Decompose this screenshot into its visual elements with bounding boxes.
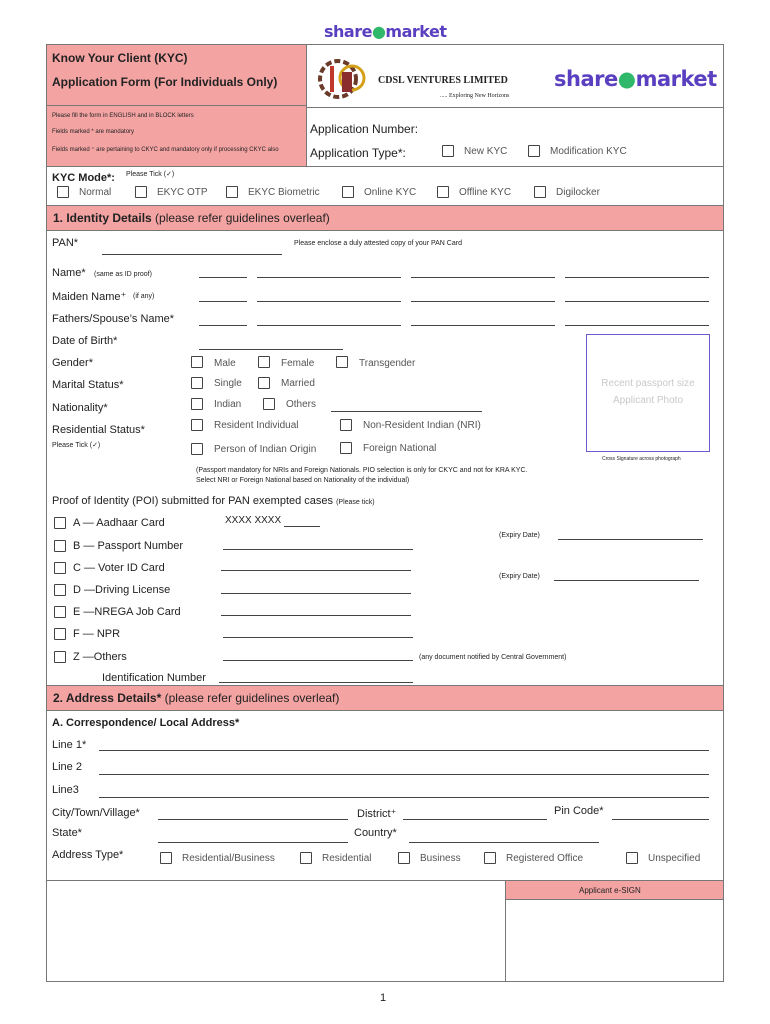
brand-left: share [324, 22, 372, 41]
res-foreign-label: Foreign National [363, 443, 437, 454]
poi-z-checkbox[interactable] [54, 651, 66, 663]
kyc-mode-offline-checkbox[interactable] [437, 186, 449, 198]
res-note-2: Select NRI or Foreign National based on Nationality of the individual) [196, 477, 410, 484]
res-resident-checkbox[interactable] [191, 419, 203, 431]
poi-e-checkbox[interactable] [54, 606, 66, 618]
marital-married-checkbox[interactable] [258, 377, 270, 389]
passport-expiry-label: (Expiry Date) [499, 532, 540, 539]
kyc-mode-online-checkbox[interactable] [342, 186, 354, 198]
aadhaar-prefix: XXXX XXXX [225, 515, 282, 526]
res-nri-checkbox[interactable] [340, 419, 352, 431]
poi-b-checkbox[interactable] [54, 540, 66, 552]
kyc-mode-digilocker-label: Digilocker [556, 187, 600, 198]
nationality-label: Nationality* [52, 402, 108, 414]
city-field[interactable] [158, 819, 348, 820]
kyc-mode-online-label: Online KYC [364, 187, 417, 198]
driving-expiry-field[interactable] [554, 580, 699, 581]
addr-bus-label: Business [420, 853, 461, 864]
res-pio-label: Person of Indian Origin [214, 444, 317, 455]
aadhaar-field[interactable] [284, 526, 320, 527]
country-field[interactable] [409, 842, 599, 843]
brand-right-dot-icon: ● [617, 67, 636, 91]
kyc-mode-ekyc-bio-checkbox[interactable] [226, 186, 238, 198]
addr-reg-label: Registered Office [506, 853, 584, 864]
line3-field[interactable] [99, 797, 709, 798]
kyc-mode-normal-checkbox[interactable] [57, 186, 69, 198]
gender-trans-label: Transgender [359, 358, 416, 369]
residential-label: Residential Status* [52, 424, 145, 436]
gender-female-label: Female [281, 358, 315, 369]
addr-reg-checkbox[interactable] [484, 852, 496, 864]
app-number-label: Application Number: [310, 122, 419, 136]
mod-kyc-checkbox[interactable] [528, 145, 540, 157]
poi-a-label: A — Aadhaar Card [73, 517, 165, 529]
res-nri-label: Non-Resident Indian (NRI) [363, 420, 481, 431]
poi-b-label: B — Passport Number [73, 540, 184, 552]
address-heading-rest: (please refer guidelines overleaf) [161, 691, 340, 705]
passport-expiry-field[interactable] [558, 539, 703, 540]
poi-f-label: F — NPR [73, 628, 121, 640]
voter-field[interactable] [221, 570, 411, 571]
marital-married-label: Married [281, 378, 315, 389]
form-subtitle: Application Form (For Individuals Only) [52, 75, 278, 89]
identity-section-heading [47, 205, 723, 231]
pin-field[interactable] [612, 819, 709, 820]
res-pio-checkbox[interactable] [191, 443, 203, 455]
brand-right: market [385, 22, 447, 41]
gender-male-checkbox[interactable] [191, 356, 203, 368]
nat-indian-label: Indian [214, 399, 242, 410]
father-label: Fathers/Spouse’s Name* [52, 313, 175, 325]
identity-heading-bold: 1. Identity Details [53, 211, 152, 225]
poi-heading-text: Proof of Identity (POI) submitted for PAN exempted cases [52, 495, 334, 507]
others-note: (any document notified by Central Government) [419, 654, 567, 661]
addr-res-checkbox[interactable] [300, 852, 312, 864]
nat-others-field[interactable] [331, 411, 482, 412]
nrega-field[interactable] [221, 615, 411, 616]
kyc-mode-label: KYC Mode*: [52, 172, 115, 184]
header-right-hline [306, 107, 723, 108]
pin-label: Pin Code* [554, 805, 604, 817]
marital-single-label: Single [214, 378, 242, 389]
dob-label: Date of Birth* [52, 335, 118, 347]
poi-a-checkbox[interactable] [54, 517, 66, 529]
photo-note: Cross Signature across photograph [602, 456, 681, 462]
kyc-mode-normal-label: Normal [79, 187, 112, 198]
res-note-1: (Passport mandatory for NRIs and Foreign Nationals. PIO selection is only for CKYC and not for KRA KYC. [196, 467, 528, 474]
gender-label: Gender* [52, 357, 93, 369]
name-middle-field[interactable] [411, 277, 555, 278]
poi-c-label: C — Voter ID Card [73, 562, 165, 574]
father-middle-field[interactable] [411, 325, 555, 326]
maiden-last-field[interactable] [565, 301, 709, 302]
instruction-2: Fields marked * are mandatory [52, 129, 135, 135]
brand-logo-right [554, 67, 717, 91]
ident-number-field[interactable] [219, 682, 413, 683]
address-type-label: Address Type* [52, 849, 124, 861]
father-first-field[interactable] [257, 325, 401, 326]
dob-field[interactable] [199, 349, 343, 350]
name-first-field[interactable] [257, 277, 401, 278]
photo-text-2: Applicant Photo [612, 395, 684, 406]
cdsl-name: CDSL VENTURES LIMITED [378, 75, 508, 86]
residential-tick: Please Tick (✓) [52, 442, 101, 449]
esign-box[interactable] [506, 900, 723, 981]
address-heading-bold: 2. Address Details* [53, 691, 162, 705]
poi-tick: (Please tick) [336, 499, 375, 506]
district-label: District⁺ [357, 808, 397, 820]
photo-text-1: Recent passport size [601, 378, 695, 389]
maiden-middle-field[interactable] [411, 301, 555, 302]
name-title-field[interactable] [199, 277, 247, 278]
esign-label: Applicant e-SIGN [579, 886, 641, 895]
pan-field[interactable] [102, 254, 282, 255]
addr-res-label: Residential [322, 853, 372, 864]
marital-single-checkbox[interactable] [191, 377, 203, 389]
city-label: City/Town/Village* [52, 807, 140, 819]
page-number: 1 [380, 992, 387, 1004]
maiden-title-field[interactable] [199, 301, 247, 302]
identity-heading-rest: (please refer guidelines overleaf) [151, 211, 330, 225]
res-resident-label: Resident Individual [214, 420, 299, 431]
npr-field[interactable] [223, 637, 413, 638]
maiden-label: Maiden Name⁺ [52, 291, 127, 303]
cdsl-tagline: ..... Exploring New Horizons [440, 93, 510, 99]
name-note: (same as ID proof) [94, 271, 152, 278]
gender-female-checkbox[interactable] [258, 356, 270, 368]
addr-unspec-label: Unspecified [648, 853, 701, 864]
gender-male-label: Male [214, 358, 236, 369]
kyc-mode-ekyc-bio-label: EKYC Biometric [248, 187, 320, 198]
gender-trans-checkbox[interactable] [336, 356, 348, 368]
driving-expiry-label: (Expiry Date) [499, 573, 540, 580]
father-last-field[interactable] [565, 325, 709, 326]
father-title-field[interactable] [199, 325, 247, 326]
marital-label: Marital Status* [52, 379, 124, 391]
poi-d-checkbox[interactable] [54, 584, 66, 596]
addr-resbus-checkbox[interactable] [160, 852, 172, 864]
brand-right-left: share [554, 67, 618, 91]
pan-label: PAN* [52, 237, 79, 249]
addr-unspec-checkbox[interactable] [626, 852, 638, 864]
passport-field[interactable] [223, 549, 413, 550]
form-title: Know Your Client (KYC) [52, 51, 188, 65]
driving-field[interactable] [221, 593, 411, 594]
state-field[interactable] [158, 842, 348, 843]
brand-dot-icon: ● [371, 22, 386, 41]
poi-c-checkbox[interactable] [54, 562, 66, 574]
poi-z-label: Z —Others [73, 651, 127, 663]
name-last-field[interactable] [565, 277, 709, 278]
mod-kyc-label: Modification KYC [550, 146, 627, 157]
name-label: Name* [52, 267, 86, 279]
district-field[interactable] [403, 819, 547, 820]
brand-right-right: market [635, 67, 717, 91]
line3-label: Line3 [52, 784, 79, 796]
cdsl-logo-icon [316, 54, 374, 104]
form-frame [46, 44, 724, 982]
header-divider [306, 45, 307, 166]
res-foreign-checkbox[interactable] [340, 442, 352, 454]
new-kyc-checkbox[interactable] [442, 145, 454, 157]
nat-others-label: Others [286, 399, 317, 410]
addr-bus-checkbox[interactable] [398, 852, 410, 864]
poi-f-checkbox[interactable] [54, 628, 66, 640]
state-label: State* [52, 827, 82, 839]
kyc-mode-digilocker-checkbox[interactable] [534, 186, 546, 198]
kyc-mode-ekyc-otp-label: EKYC OTP [157, 187, 208, 198]
new-kyc-label: New KYC [464, 146, 508, 157]
line1-label: Line 1* [52, 739, 87, 751]
applicant-photo-box[interactable] [586, 334, 710, 452]
poi-d-label: D —Driving License [73, 584, 171, 596]
ident-number-label: Identification Number [102, 672, 206, 684]
address-section-heading [47, 685, 723, 711]
nat-others-checkbox[interactable] [263, 398, 275, 410]
maiden-note: (if any) [133, 293, 155, 300]
line2-label: Line 2 [52, 761, 82, 773]
addr-resbus-label: Residential/Business [182, 853, 275, 864]
kyc-mode-offline-label: Offline KYC [459, 187, 512, 198]
app-type-label: Application Type*: [310, 146, 406, 160]
kyc-mode-tick: Please Tick (✓) [126, 171, 175, 178]
pan-note: Please enclose a duly attested copy of your PAN Card [294, 240, 462, 247]
country-label: Country* [354, 827, 397, 839]
poi-heading [52, 495, 375, 507]
maiden-first-field[interactable] [257, 301, 401, 302]
header-hline [47, 105, 306, 106]
others-field[interactable] [223, 660, 413, 661]
kyc-mode-top-line [47, 166, 723, 167]
address-sub: A. Correspondence/ Local Address* [52, 717, 240, 729]
line2-field[interactable] [99, 774, 709, 775]
kyc-mode-ekyc-otp-checkbox[interactable] [135, 186, 147, 198]
instruction-3: Fields marked ⁺ are pertaining to CKYC and mandatory only if processing CKYC also [52, 147, 279, 153]
line1-field[interactable] [99, 750, 709, 751]
brand-logo-top [324, 22, 447, 41]
poi-e-label: E —NREGA Job Card [73, 606, 181, 618]
instruction-1: Please fill the form in ENGLISH and in BLOCK letters [52, 113, 194, 119]
nat-indian-checkbox[interactable] [191, 398, 203, 410]
